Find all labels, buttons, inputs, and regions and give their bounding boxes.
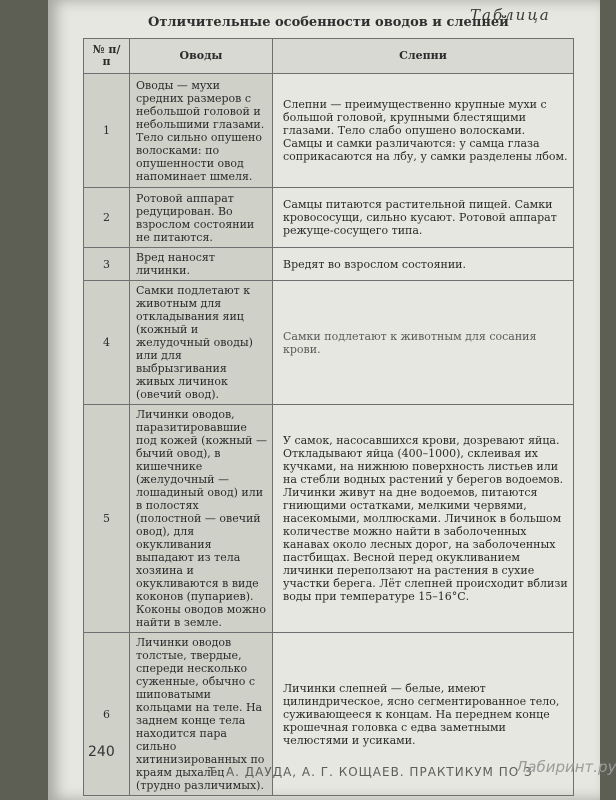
ovody-cell: Самки подлетают к животным для откладывания яиц (кожный и желудочный оводы) или для выбрызгивания живых личинок (овечий овод). [130, 281, 273, 405]
book-page [48, 0, 616, 800]
comparison-table-wrapper [83, 38, 573, 796]
ovody-cell: Оводы — мухи средних размеров с небольшой головой и небольшими глазами. Тело сильно опушено волосками: по опушенности овод напоминает шмеля. [130, 74, 273, 188]
page-number: 240 [88, 744, 115, 760]
row-number: 4 [84, 281, 130, 405]
table-row [84, 248, 574, 281]
slepni-cell: Личинки слепней — белые, имеют цилиндрическое, ясно сегментированное тело, суживающееся к концам. На переднем конце крошечная головка с едва заметными челюстями и усиками. [273, 633, 574, 796]
ovody-cell: Личинки оводов толстые, твердые, спереди несколько суженные, обычно с шиповатыми кольцами на теле. На заднем конце тела находится пара сильно хитинизированных по краям дыхалец (трудно различимых). [130, 633, 273, 796]
table-header-row [84, 39, 574, 74]
row-number: 5 [84, 405, 130, 633]
slepni-cell: У самок, насосавшихся крови, дозревают яйца. Откладывают яйца (400–1000), склеивая их кучками, на нижнюю поверхность листьев или на стебли водных растений у берегов водоемов. Личинки живут на дне водоемов, питаются гниющими остатками, мелкими червями, насекомыми, моллюсками. Личинок в большом количестве можно найти в заболоченных канавах около лесных дорог, на заболоченных пастбищах. Весной перед окукливанием личинки переползают на растения в сухие участки берега. Лёт слепней происходит вблизи воды при температуре 15–16°С. [273, 405, 574, 633]
ovody-cell: Вред наносят личинки. [130, 248, 273, 281]
watermark: Лабиринт.ру [516, 758, 616, 776]
table-row [84, 188, 574, 248]
slepni-cell: Самки подлетают к животным для сосания крови. [273, 281, 574, 405]
table-title: Отличительные особенности оводов и слепней [148, 15, 509, 30]
table-row [84, 281, 574, 405]
ovody-cell: Личинки оводов, паразитировавшие под кожей (кожный — бычий овод), в кишечнике (желудочный — лошадиный овод) или в полостях (полостной — овечий овод), для окукливания выпадают из тела хозяина и окукливаются в виде коконов (пупариев). Коконы оводов можно найти в земле. [130, 405, 273, 633]
table-row [84, 405, 574, 633]
table-row [84, 74, 574, 188]
slepni-cell: Вредят во взрослом состоянии. [273, 248, 574, 281]
header-number: № п/п [84, 39, 130, 74]
header-ovody: Оводы [130, 39, 273, 74]
table-label: Таблица [470, 6, 551, 24]
ovody-cell: Ротовой аппарат редуцирован. Во взрослом состоянии не питаются. [130, 188, 273, 248]
row-number: 1 [84, 74, 130, 188]
row-number: 2 [84, 188, 130, 248]
running-footer: Т. А. ДАУДА, А. Г. КОЩАЕВ. ПРАКТИКУМ ПО З [208, 765, 533, 779]
header-slepni: Слепни [273, 39, 574, 74]
row-number: 6 [84, 633, 130, 796]
slepni-cell: Самцы питаются растительной пищей. Самки кровососущи, сильно кусают. Ротовой аппарат режуще-сосущего типа. [273, 188, 574, 248]
row-number: 3 [84, 248, 130, 281]
slepni-cell: Слепни — преимущественно крупные мухи с большой головой, крупными блестящими глазами. Тело слабо опушено волосками. Самцы и самки различаются: у самца глаза соприкасаются на лбу, у самки разделены лбом. [273, 74, 574, 188]
comparison-table [83, 38, 574, 796]
